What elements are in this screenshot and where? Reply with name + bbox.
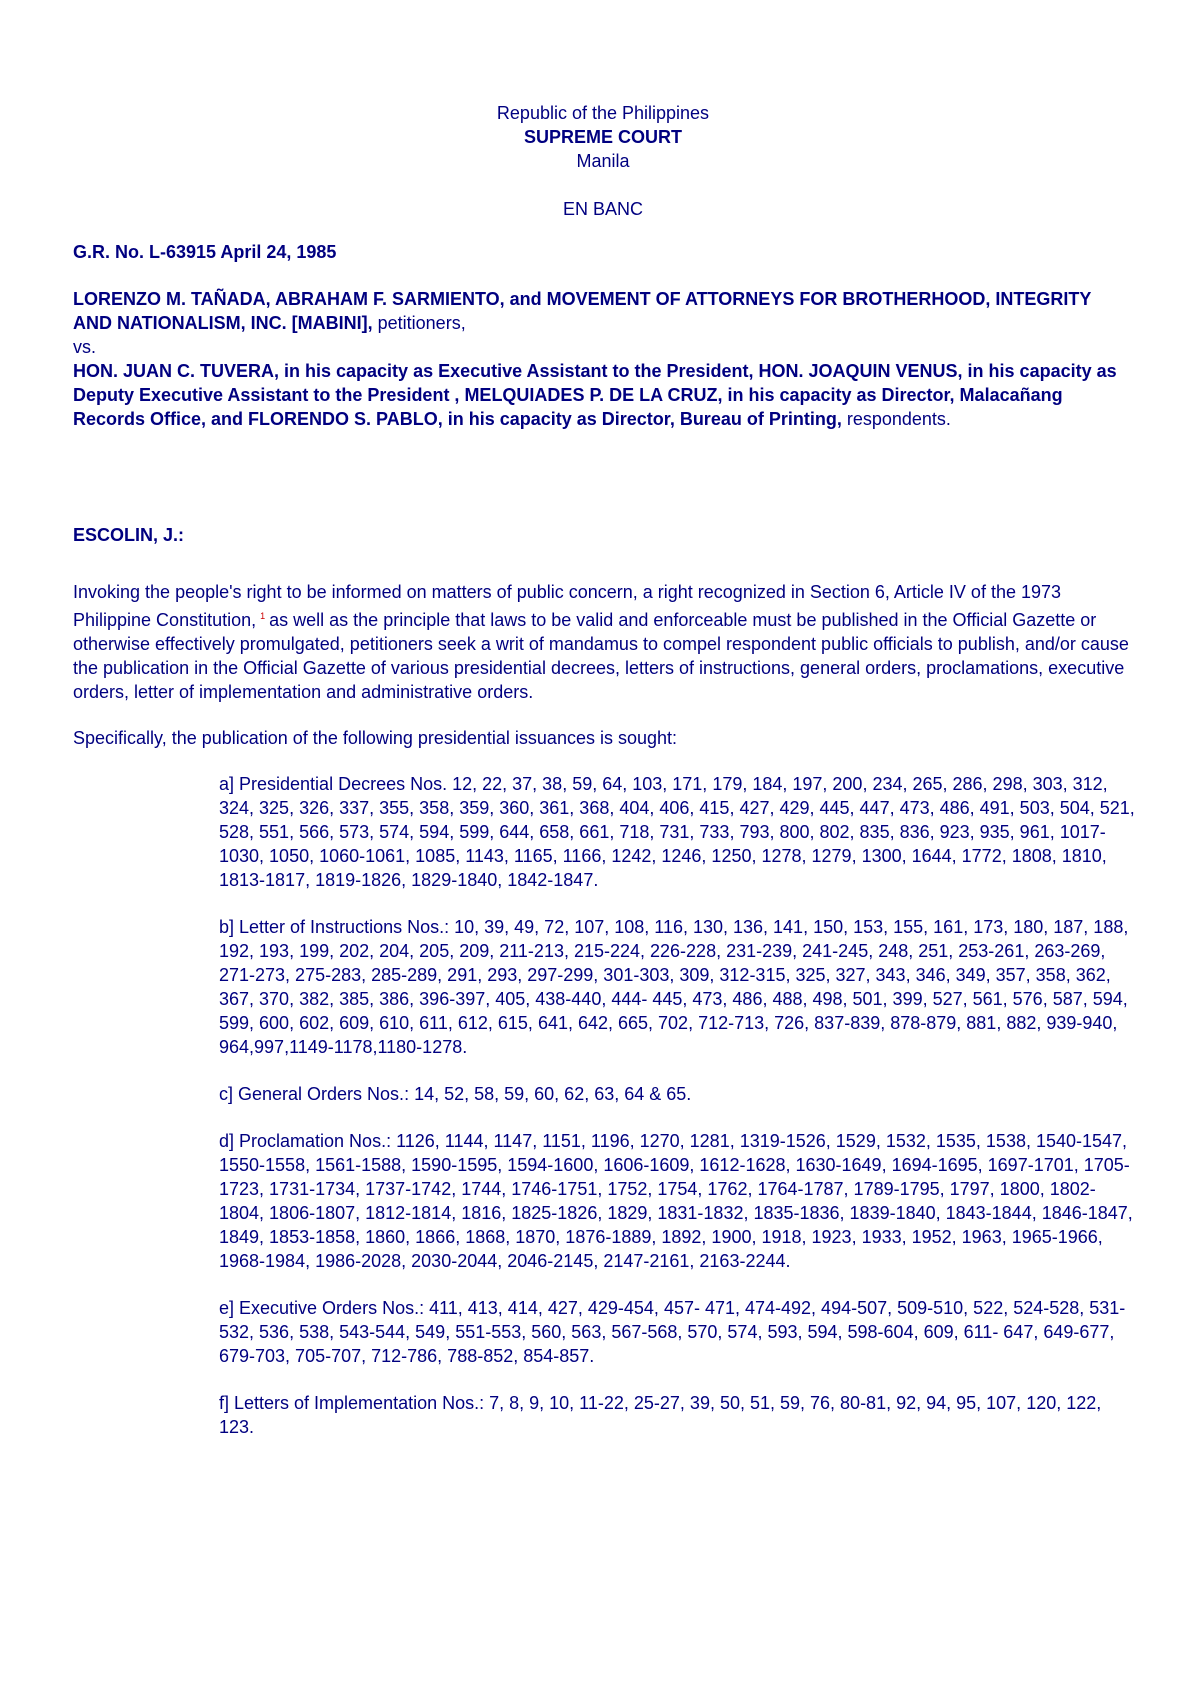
issuance-letters-of-instructions: b] Letter of Instructions Nos.: 10, 39, 49, 72, 107, 108, 116, 130, 136, 141, 150, 153, 155, 161, 173, 180, 187, 188, 192, 193, 199, 202, 204, 205, 209, 211-213, 215-224, 226-228, 231-239, 241-245, 248, 251, 253-261, 263-269, 271-273, 275-283, 285-289, 291, 293, 297-299, 301-303, 309, 312-315, 325, 327, 343, 346, 349, 357, 358, 362, 367, 370, 382, 385, 386, 396-397, 405, 438-440, 444- 445, 473, 486, 488, 498, 501, 399, 527, 561, 576, 587, 594, 599, 600, 602, 609, 610, 611, 612, 615, 641, 642, 665, 702, 712-713, 726, 837-839, 878-879, 881, 882, 939-940, 964,997,1149-1178,1180-1278. (219, 917, 1129, 1057)
paragraph-text-before-footnote: Invoking the people's right to be informed on matters of public concern, a right recognized in Section 6, Article IV of the 1973 Philippine Constitution, (73, 582, 1062, 630)
issuance-list (219, 772, 1139, 1439)
issuance-general-orders: c] General Orders Nos.: 14, 52, 58, 59, 60, 62, 63, 64 & 65. (219, 1084, 692, 1104)
case-number: G.R. No. L-63915 April 24, 1985 (73, 242, 337, 262)
petitioners-label: petitioners, (372, 313, 466, 333)
petitioners-names: LORENZO M. TAÑADA, ABRAHAM F. SARMIENTO, and MOVEMENT OF ATTORNEYS FOR BROTHERHOOD, INTEGRITY AND NATIONALISM, INC. [MABINI], (73, 289, 1092, 333)
issuance-presidential-decrees: a] Presidential Decrees Nos. 12, 22, 37, 38, 59, 64, 103, 171, 179, 184, 197, 200, 234, 265, 286, 298, 303, 312, 324, 325, 326, 337, 355, 358, 359, 360, 361, 368, 404, 406, 415, 427, 429, 445, 447, 473, 486, 491, 503, 504, 521, 528, 551, 566, 573, 574, 594, 599, 644, 658, 661, 718, 731, 733, 793, 800, 802, 835, 836, 923, 935, 961, 1017-1030, 1050, 1060-1061, 1085, 1143, 1165, 1166, 1242, 1246, 1250, 1278, 1279, 1300, 1644, 1772, 1808, 1810, 1813-1817, 1819-1826, 1829-1840, 1842-1847. (219, 774, 1135, 890)
versus-label: vs. (73, 337, 97, 357)
paragraph-text-after-footnote: as well as the principle that laws to be valid and enforceable must be published in the Official Gazette or otherwise effectively promulgated, petitioners seek a writ of mandamus to compel respondent public officials to publish, and/or cause the publication in the Official Gazette of various presidential decrees, letters of instructions, general orders, proclamations, executive orders, letter of implementation and administrative orders. (73, 610, 1129, 702)
republic-line: Republic of the Philippines (496, 103, 710, 123)
opening-paragraph (73, 580, 1133, 704)
footnote-link[interactable]: 1 (260, 611, 266, 621)
case-parties (73, 287, 1133, 431)
respondents-label: respondents. (841, 409, 951, 429)
specifics-paragraph: Specifically, the publication of the following presidential issuances is sought: (73, 728, 678, 748)
ponente: ESCOLIN, J.: (73, 525, 185, 545)
division-label: EN BANC (562, 199, 643, 219)
city-line: Manila (576, 151, 630, 171)
court-header (73, 101, 1133, 173)
issuance-executive-orders: e] Executive Orders Nos.: 411, 413, 414, 427, 429-454, 457- 471, 474-492, 494-507, 509-510, 522, 524-528, 531-532, 536, 538, 543-544, 549, 551-553, 560, 563, 567-568, 570, 574, 593, 594, 598-604, 609, 611- 647, 649-677, 679-703, 705-707, 712-786, 788-852, 854-857. (219, 1298, 1126, 1366)
issuance-proclamations: d] Proclamation Nos.: 1126, 1144, 1147, 1151, 1196, 1270, 1281, 1319-1526, 1529, 1532, 1535, 1538, 1540-1547, 1550-1558, 1561-1588, 1590-1595, 1594-1600, 1606-1609, 1612-1628, 1630-1649, 1694-1695, 1697-1701, 1705-1723, 1731-1734, 1737-1742, 1744, 1746-1751, 1752, 1754, 1762, 1764-1787, 1789-1795, 1797, 1800, 1802-1804, 1806-1807, 1812-1814, 1816, 1825-1826, 1829, 1831-1832, 1835-1836, 1839-1840, 1843-1844, 1846-1847, 1849, 1853-1858, 1860, 1866, 1868, 1870, 1876-1889, 1892, 1900, 1918, 1923, 1933, 1952, 1963, 1965-1966, 1968-1984, 1986-2028, 2030-2044, 2046-2145, 2147-2161, 2163-2244. (219, 1131, 1133, 1271)
document (73, 101, 1133, 1462)
court-name: SUPREME COURT (523, 127, 682, 147)
issuance-letters-of-implementation: f] Letters of Implementation Nos.: 7, 8, 9, 10, 11-22, 25-27, 39, 50, 51, 59, 76, 80-81, 92, 94, 95, 107, 120, 122, 123. (219, 1393, 1102, 1437)
respondents-names: HON. JUAN C. TUVERA, in his capacity as Executive Assistant to the President, HON. JOAQUIN VENUS, in his capacity as Deputy Executive Assistant to the President , MELQUIADES P. DE LA CRUZ, in his capacity as Director, Malacañang Records Office, and FLORENDO S. PABLO, in his capacity as Director, Bureau of Printing, (73, 361, 1117, 429)
